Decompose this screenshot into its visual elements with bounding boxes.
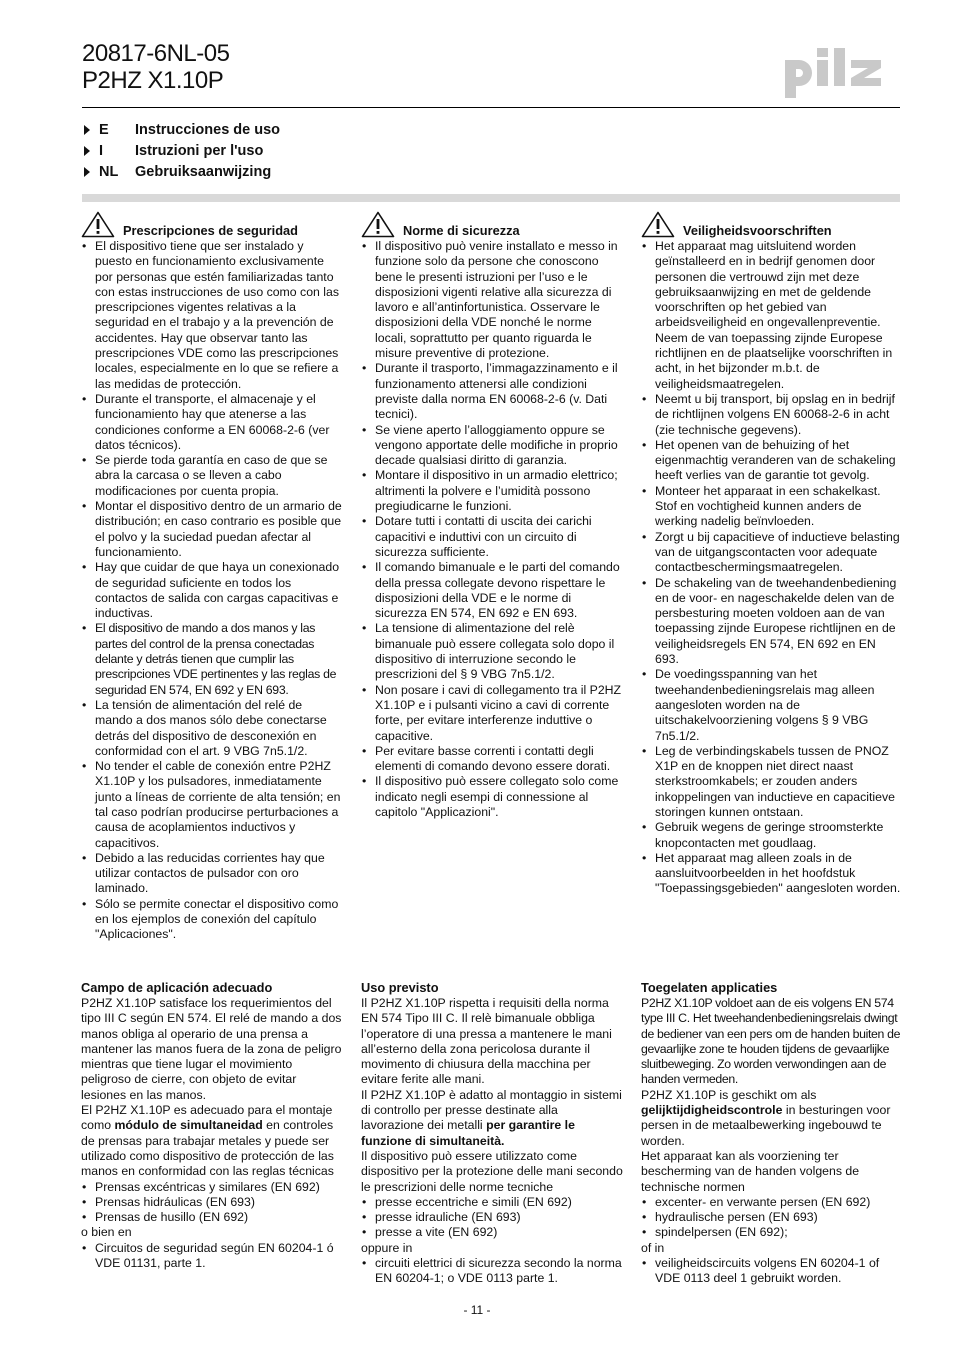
use-paragraph: Het apparaat kan als voorziening ter bescherming van de handen volgens de technische normen	[641, 1148, 860, 1194]
safety-heading-it: Norme di sicurezza	[361, 210, 623, 238]
triangle-right-icon	[84, 125, 90, 135]
use-list2-es	[81, 1241, 343, 1272]
safety-list-it	[361, 239, 623, 820]
list-item: • Sólo se permite conectar el dispositivo como en los ejemplos de conexión del capítulo "Aplicaciones".	[81, 897, 343, 943]
list-item: • presse eccentriche e simili (EN 692)	[361, 1195, 623, 1210]
list-item: • Se pierde toda garantía en caso de que se abra la carcasa o se lleven a cabo modificaciones por cuenta propia.	[81, 453, 343, 499]
list-item: • Il dispositivo può venire installato e messo in funzione solo da persone che conoscono bene le presenti istruzioni per l’uso e le disposizioni vigenti relative alla sicurezza di lavoro e all’antinfortunistica. Osservare le disposizioni della VDE nonché le norme locali, soprattutto per quanto riguarda le misure preventive di protezione.	[361, 239, 623, 361]
language-label: Istruzioni per l'uso	[135, 142, 264, 159]
list-item: • Prensas de husillo (EN 692)	[81, 1210, 343, 1225]
list-item: • Prensas hidráulicas (EN 693)	[81, 1195, 343, 1210]
use-paragraph: P2HZ X1.10P satisface los requerimientos del tipo III C según EN 574. El relé de mando a dos manos obliga al operario de una prensa a mantener las manos fuera de la zona de peligro mientras que tiene lugar el movimiento peligroso de cierre, con objeto de evitar lesiones en las manos.	[81, 996, 342, 1102]
list-item: • Het apparaat mag uitsluitend worden geïnstalleerd en in bedrijf genomen door personen die vertrouwd zijn met deze gebruiksaanwijzing en met de geldende voorschriften op het gebied van arbeidsveiligheid en ongevallenpreventie. Neem de van toepassing zijnde Europese richtlijnen en de plaatselijke voorschriften in acht, in het bijzonder m.b.t. de veiligheidsmaatregelen.	[641, 239, 903, 392]
safety-list-nl	[641, 239, 903, 897]
use-paragraph: P2HZ X1.10P is geschikt om als gelijktijdigheidscontrole in besturingen voor persen in de metaalbewerking ingebouwd te worden.	[641, 1087, 891, 1148]
list-item: • presse idrauliche (EN 693)	[361, 1210, 623, 1225]
use-paragraph: Il P2HZ X1.10P rispetta i requisiti della norma EN 574 Tipo III C. Il relè bimanuale obbliga l’operatore di una pressa a mantenere le mani all’esterno della zona pericolosa durante il movimento di chiusura della macchina per evitare ferite alle mani.	[361, 996, 612, 1087]
list-item: • spindelpersen (EN 692);	[641, 1225, 903, 1240]
list-item: • Het openen van de behuizing of het eigenmachtig veranderen van de schakeling heeft verlies van de garantie tot gevolg.	[641, 438, 903, 484]
list-item: • No tender el cable de conexión entre P2HZ X1.10P y los pulsadores, inmediatamente junto a líneas de corriente de alta tensión; en tal caso podrían producirse perturbaciones a causa de acoplamientos inductivos y capacitivos.	[81, 759, 343, 851]
use-heading-es: Campo de aplicación adecuado	[81, 980, 273, 995]
list-item: • veiligheidscircuits volgens EN 60204-1 of VDE 0113 deel 1 gebruikt worden.	[641, 1256, 903, 1287]
use-list-nl	[641, 1195, 903, 1241]
use-paragraph: Il dispositivo può essere utilizzato come dispositivo per la protezione delle mani secondo le prescrizioni delle norme tecniche	[361, 1148, 623, 1194]
use-paragraph: El P2HZ X1.10P es adecuado para el montaje como módulo de simultaneidad en controles de prensas para trabajar metales y puede ser utilizado como dispositivo de protección de las manos en conformidad con las reglas técnicas	[81, 1103, 334, 1179]
list-item: • El dispositivo tiene que ser instalado y puesto en funcionamiento exclusivamente por personas que estén familiarizadas tanto con estas instrucciones de uso como con las prescripciones vigentes relativas a la seguridad en el trabajo y a la prevención de accidentes. Hay que observar tanto las prescripciones VDE como las prescripciones locales, especialmente en lo que se refiere a las medidas de protección.	[81, 239, 343, 392]
list-item: • Montar el dispositivo dentro de un armario de distribución; en caso contrario es posible que el polvo y la suciedad puedan afectar al funcionamiento.	[81, 499, 343, 560]
use-or: oppure in	[361, 1240, 413, 1255]
safety-section-it	[361, 210, 623, 820]
list-item: • excenter- en verwante persen (EN 692)	[641, 1195, 903, 1210]
list-item: • Durante il trasporto, l’immagazzinamento e il funzionamento attenersi alle condizioni previste dalla norma EN 60068-2-6 (v. Dati tecnici).	[361, 361, 623, 422]
language-label: Gebruiksaanwijzing	[135, 163, 272, 180]
safety-section-nl	[641, 210, 903, 897]
list-item: • presse a vite (EN 692)	[361, 1225, 623, 1240]
header-divider	[82, 107, 900, 108]
document-number: 20817-6NL-05	[82, 40, 230, 67]
use-section-es	[81, 980, 343, 1271]
pilz-logo-icon	[783, 46, 901, 98]
use-section-it	[361, 980, 623, 1287]
language-code: I	[99, 142, 104, 159]
use-or: of in	[641, 1240, 665, 1255]
language-label: Instrucciones de uso	[135, 121, 281, 138]
use-paragraph: P2HZ X1.10P voldoet aan de eis volgens EN 574 type III C. Het tweehandenbedieningsrelais dwingt de bediener van een pers om de handen buiten de gevaarlijke zone te houden tijdens de gevaarlijke sluitbeweging. Zo worden verwondingen aan de handen vermeden.	[641, 996, 901, 1087]
list-item: • Non posare i cavi di collegamento tra il P2HZ X1.10P e i pulsanti vicino a cavi di corrente forte, per evitare interferenze induttive o capacitive.	[361, 683, 623, 744]
safety-heading-nl: Veiligheidsvoorschriften	[641, 210, 903, 238]
warning-triangle-icon	[81, 211, 115, 238]
list-item: • Hay que cuidar de que haya un conexionado de seguridad suficiente en todos los contactos de salida con cargas capacitivas e inductivas.	[81, 560, 343, 621]
warning-triangle-icon	[641, 211, 675, 238]
use-heading-nl: Toegelaten applicaties	[641, 980, 778, 995]
list-item: • circuiti elettrici di sicurezza secondo la norma EN 60204-1; o VDE 0113 parte 1.	[361, 1256, 623, 1287]
language-item-nl	[84, 161, 280, 182]
list-item: • Il dispositivo può essere collegato solo come indicato negli esempi di connessione al capitolo "Applicazioni".	[361, 774, 623, 820]
list-item: • Montare il dispositivo in un armadio elettrico; altrimenti la polvere e l’umidità possono pregiudicarne le funzioni.	[361, 468, 623, 514]
use-section-nl	[641, 980, 903, 1287]
language-code: E	[99, 121, 109, 138]
list-item: • Durante el transporte, el almacenaje y el funcionamiento hay que atenerse a las condiciones conforme a EN 60068-2-6 (ver datos técnicos).	[81, 392, 343, 453]
use-list2-it	[361, 1256, 623, 1287]
list-item: • Se viene aperto l’alloggiamento oppure se vengono apportate delle modifiche in proprio decade qualsiasi diritto di garanzia.	[361, 423, 623, 469]
safety-heading-es: Prescripciones de seguridad	[81, 210, 343, 238]
use-heading-it: Uso previsto	[361, 980, 439, 995]
list-item: • Zorgt u bij capacitieve of inductieve belasting van de uitgangscontacten voor adequate contactbeschermingsmaatregelen.	[641, 530, 903, 576]
list-item: • Monteer het apparaat in een schakelkast. Stof en vochtigheid kunnen anders de werking nadelig beïnvloeden.	[641, 484, 903, 530]
language-item-es	[84, 119, 280, 140]
warning-triangle-icon	[361, 211, 395, 238]
page-number: - 11 -	[463, 1303, 491, 1317]
list-item: • De schakeling van de tweehandenbediening en de voor- en nageschakelde delen van de persbesturing moeten voldoen aan de van toepassing zijnde Europese richtlijnen en de veiligheidsregels EN 574, EN 692 en EN 693.	[641, 576, 903, 668]
list-item: • Dotare tutti i contatti di uscita dei carichi capacitivi e induttivi con un circuito di sicurezza sufficiente.	[361, 514, 623, 560]
triangle-right-icon	[84, 146, 90, 156]
section-band	[82, 194, 900, 202]
language-list	[84, 119, 280, 182]
use-paragraph: Il P2HZ X1.10P è adatto al montaggio in sistemi di controllo per presse destinate alla lavorazione dei metalli per garantire le funzione di simultaneità.	[361, 1087, 622, 1148]
list-item: • La tensione di alimentazione del relè bimanuale può essere collegata solo dopo il dispositivo di interruzione secondo le prescrizioni del § 9 VBG 7n5.1/2.	[361, 621, 623, 682]
list-item: • La tensión de alimentación del relé de mando a dos manos sólo debe conectarse detrás del dispositivo de desconexión en conformidad con el art. 9 VBG 7n5.1/2.	[81, 698, 343, 759]
list-item: • Il comando bimanuale e le parti del comando della pressa collegate devono rispettare le disposizioni della VDE e le norme di sicurezza EN 574, EN 692 e EN 693.	[361, 560, 623, 621]
list-item: • De voedingsspanning van het tweehandenbedieningsrelais mag alleen aangesloten worden na de uitschakelvoorziening volgens § 9 VBG 7n5.1/2.	[641, 667, 903, 743]
document-title	[82, 40, 229, 94]
language-item-it	[84, 140, 280, 161]
list-item: • hydraulische persen (EN 693)	[641, 1210, 903, 1225]
product-name: P2HZ X1.10P	[82, 67, 224, 94]
safety-section-es	[81, 210, 343, 943]
pilz-logo	[783, 46, 901, 103]
list-item: • Per evitare basse correnti i contatti degli elementi di comando devono essere dorati.	[361, 744, 623, 775]
triangle-right-icon	[84, 167, 90, 177]
use-list-es	[81, 1180, 343, 1226]
list-item: • Leg de verbindingskabels tussen de PNOZ X1P en de knoppen niet direct naast sterkstroomkabels; er zouden anders inkoppelingen van inductieve en capacitieve storingen kunnen ontstaan.	[641, 744, 903, 820]
list-item: • Gebruik wegens de geringe stroomsterkte knopcontacten met goudlaag.	[641, 820, 903, 851]
use-or: o bien en	[81, 1225, 132, 1240]
language-code: NL	[99, 163, 119, 180]
safety-list-es	[81, 239, 343, 943]
list-item: • Neemt u bij transport, bij opslag en in bedrijf de richtlijnen volgens EN 60068-2-6 in acht (zie technische gegevens).	[641, 392, 903, 438]
list-item: • Debido a las reducidas corrientes hay que utilizar contactos de pulsador con oro laminado.	[81, 851, 343, 897]
list-item: • Het apparaat mag alleen zoals in de aansluitvoorbeelden in het hoofdstuk "Toepassingsgebieden" aangesloten worden.	[641, 851, 903, 897]
list-item: • Circuitos de seguridad según EN 60204-1 ó VDE 01131, parte 1.	[81, 1241, 343, 1272]
list-item: • Prensas excéntricas y similares (EN 692)	[81, 1180, 343, 1195]
use-list2-nl	[641, 1256, 903, 1287]
list-item: • El dispositivo de mando a dos manos y las partes del control de la prensa conectadas delante y detrás tienen que cumplir las prescripciones VDE pertinentes y las reglas de seguridad EN 574, EN 692 y EN 693.	[81, 621, 343, 697]
use-list-it	[361, 1195, 623, 1241]
